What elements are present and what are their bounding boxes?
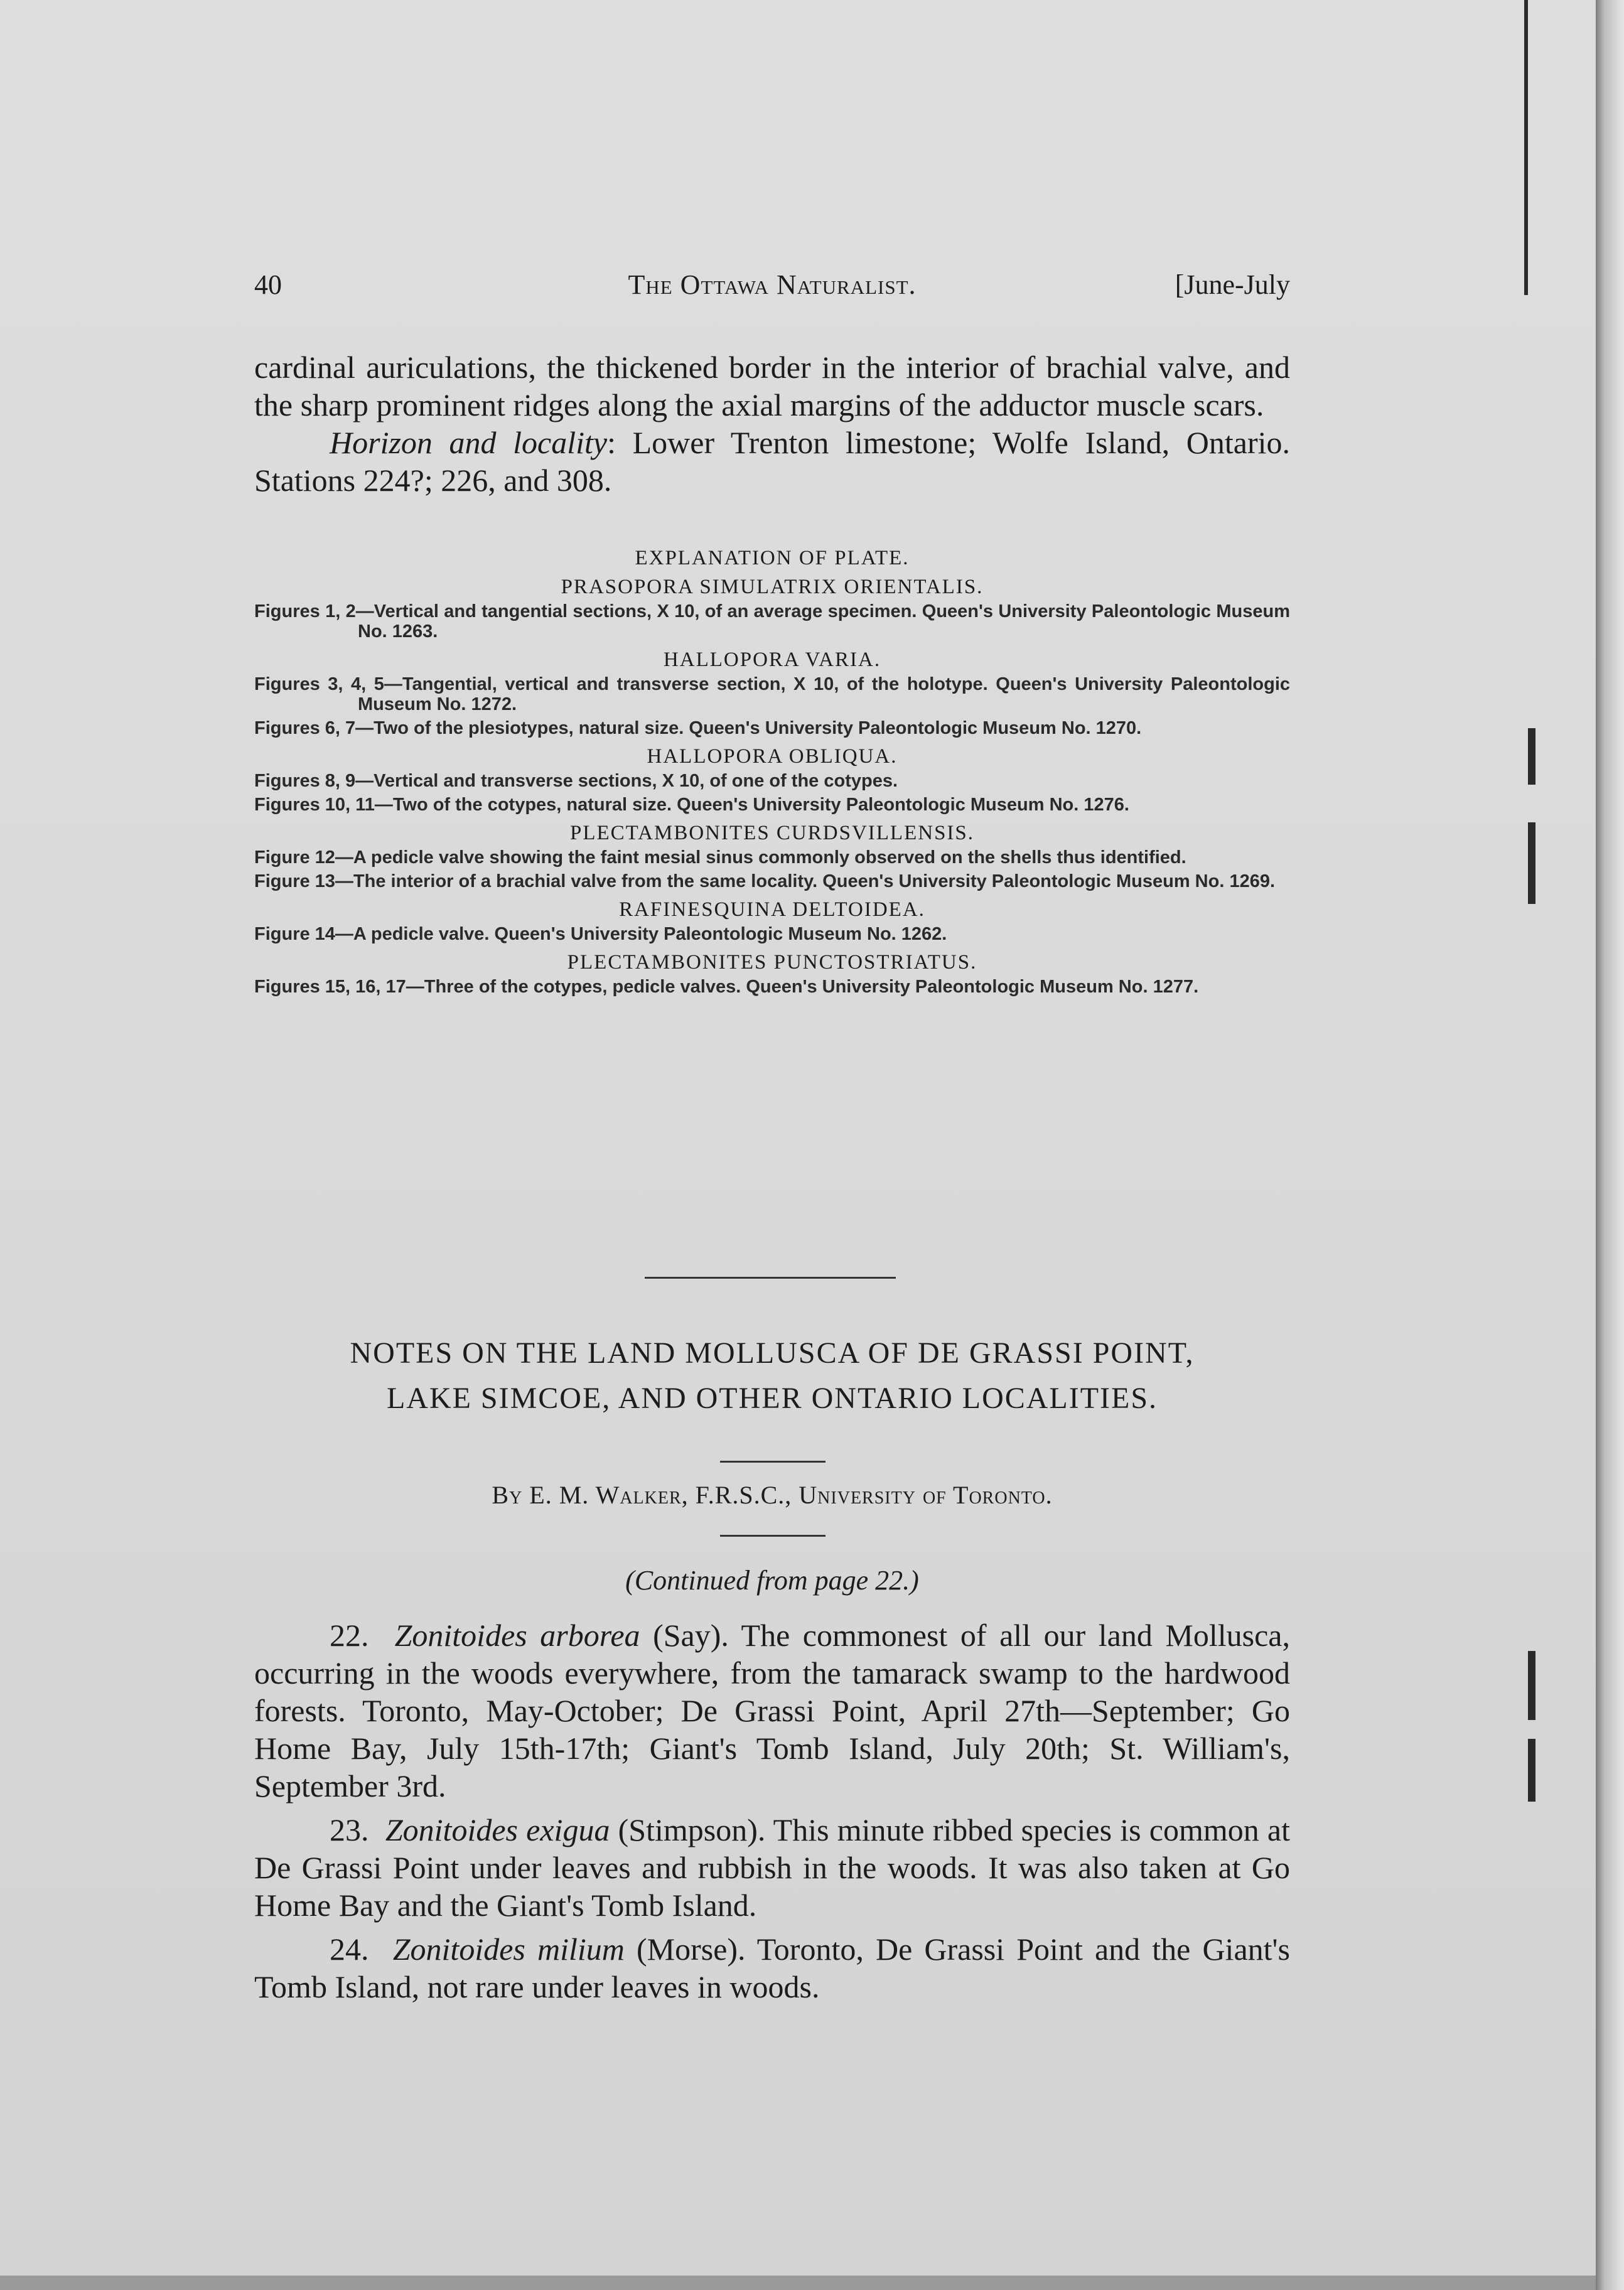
species-entry <box>254 1811 1290 1924</box>
entry-text: (Stimpson). This minute ribbed species is common at De Grassi Point under leaves and rubbish in the woods. It was also taken at Go Home Bay and the Giant's Tomb Island. <box>254 1812 1290 1923</box>
figure-caption: Figure 14—A pedicle valve. Queen's University Paleontologic Museum No. 1262. <box>254 924 947 944</box>
article-header <box>254 1331 1290 1421</box>
horizon-text: : Lower Trenton limestone; Wolfe Island, Ontario. Stations 224?; 226, and 308. <box>254 425 1290 498</box>
species-name: Zonitoides arborea <box>394 1618 640 1653</box>
running-header <box>254 269 1290 306</box>
figure-caption: Figures 8, 9—Vertical and transverse sections, X 10, of one of the cotypes. <box>254 771 898 791</box>
author-byline: By E. M. Walker, F.R.S.C., University of Toronto. <box>492 1481 1053 1509</box>
section-title: PLECTAMBONITES PUNCTOSTRIATUS. <box>567 951 977 974</box>
byline-block <box>254 1480 1290 1510</box>
section-title: PLECTAMBONITES CURDSVILLENSIS. <box>569 822 975 844</box>
page-number: 40 <box>254 269 282 300</box>
species-name: Zonitoides milium <box>392 1932 625 1967</box>
title-rule <box>720 1461 825 1463</box>
entry-number: 23. <box>330 1812 369 1847</box>
article-title-line1: NOTES ON THE LAND MOLLUSCA OF DE GRASSI POINT, <box>350 1336 1195 1370</box>
species-entry <box>254 1616 1290 1805</box>
section-title: HALLOPORA OBLIQUA. <box>647 745 898 768</box>
figure-caption: Figures 6, 7—Two of the plesiotypes, natural size. Queen's University Paleontologic Museum No. 1270. <box>254 718 1142 738</box>
species-entries <box>254 1616 1290 2006</box>
horizon-label: Horizon and locality <box>330 425 608 460</box>
journal-title: The Ottawa Naturalist. <box>628 269 917 300</box>
section-title: RAFINESQUINA DELTOIDEA. <box>619 898 925 921</box>
page-edge-line <box>1524 0 1528 295</box>
figure-caption: Figures 10, 11—Two of the cotypes, natural size. Queen's University Paleontologic Museum No. 1276. <box>254 795 1129 815</box>
byline-rule <box>720 1535 825 1537</box>
plate-heading: EXPLANATION OF PLATE. <box>635 547 910 569</box>
figure-caption: Figures 3, 4, 5—Tangential, vertical and transverse section, X 10, of the holotype. Queen's University Paleontologic Museum No. 1272. <box>254 674 1290 714</box>
issue-date: [June-July <box>1175 269 1290 300</box>
entry-number: 24. <box>330 1932 369 1967</box>
intro-paragraph: cardinal auriculations, the thickened border in the interior of brachial valve, and the sharp prominent ridges along the axial margins of the adductor muscle scars. <box>254 350 1290 422</box>
page-edge-mark <box>1528 1739 1535 1802</box>
species-name: Zonitoides exigua <box>385 1812 610 1847</box>
page-edge-mark <box>1528 1651 1535 1720</box>
section-title: HALLOPORA VARIA. <box>663 648 881 671</box>
intro-block <box>254 348 1290 499</box>
section-title: PRASOPORA SIMULATRIX ORIENTALIS. <box>561 576 984 598</box>
page-bottom-edge <box>0 2276 1596 2290</box>
figure-caption: Figure 12—A pedicle valve showing the faint mesial sinus commonly observed on the shells thus identified. <box>254 847 1186 868</box>
continued-from: (Continued from page 22.) <box>625 1565 919 1596</box>
species-entry <box>254 1930 1290 2006</box>
entry-number: 22. <box>330 1618 369 1653</box>
figure-caption: Figure 13—The interior of a brachial valve from the same locality. Queen's University Paleontologic Museum No. 1269. <box>254 871 1276 891</box>
figure-caption: Figures 1, 2—Vertical and tangential sections, X 10, of an average specimen. Queen's University Paleontologic Museum No. 1263. <box>254 601 1290 642</box>
plate-explanation <box>254 544 1290 1001</box>
continued-note <box>254 1564 1290 1596</box>
article-title-line2: LAKE SIMCOE, AND OTHER ONTARIO LOCALITIES. <box>386 1382 1158 1415</box>
section-divider <box>645 1277 896 1279</box>
horizon-paragraph <box>254 424 1290 499</box>
entry-text: (Say). The commonest of all our land Mollusca, occurring in the woods everywhere, from the tamarack swamp to the hardwood forests. Toronto, May-October; De Grassi Point, April 27th—September; Go Home Bay, July 15th-17th; Giant's Tomb Island, July 20th; St. William's, September 3rd. <box>254 1618 1290 1804</box>
figure-caption: Figures 15, 16, 17—Three of the cotypes, pedicle valves. Queen's University Paleontologic Museum No. 1277. <box>254 977 1199 997</box>
entry-text: (Morse). Toronto, De Grassi Point and the Giant's Tomb Island, not rare under leaves in woods. <box>254 1932 1290 2004</box>
page-edge-mark <box>1528 728 1535 785</box>
book-spine <box>1596 0 1624 2290</box>
page-edge-mark <box>1528 822 1535 904</box>
